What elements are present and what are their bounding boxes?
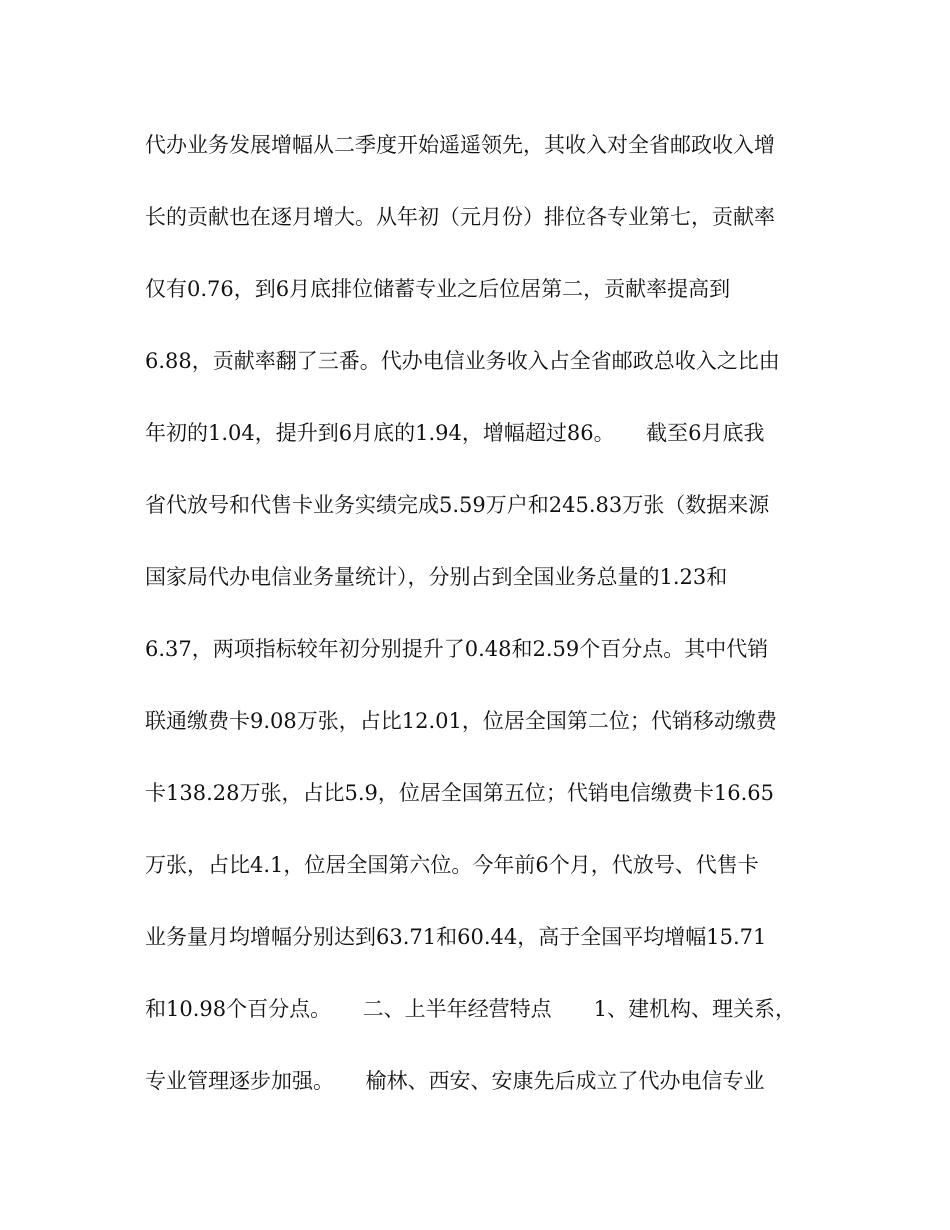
text-line: 6.37，两项指标较年初分别提升了0.48和2.59个百分点。其中代销 bbox=[145, 637, 769, 661]
text-line: 联通缴费卡9.08万张，占比12.01，位居全国第二位；代销移动缴费 bbox=[145, 709, 777, 733]
text-line: 年初的1.04，提升到6月底的1.94，增幅超过86。 截至6月底我 bbox=[145, 421, 765, 445]
text-line: 万张，占比4.1，位居全国第六位。今年前6个月，代放号、代售卡 bbox=[145, 853, 759, 877]
document-body bbox=[145, 125, 835, 1133]
text-line: 仅有0.76，到6月底排位储蓄专业之后位居第二，贡献率提高到 bbox=[145, 277, 731, 301]
text-line: 业务量月均增幅分别达到63.71和60.44，高于全国平均增幅15.71 bbox=[145, 925, 767, 949]
text-line: 代办业务发展增幅从二季度开始遥遥领先，其收入对全省邮政收入增 bbox=[145, 133, 775, 157]
text-line: 6.88，贡献率翻了三番。代办电信业务收入占全省邮政总收入之比由 bbox=[145, 349, 780, 373]
text-line: 专业管理逐步加强。 榆林、西安、安康先后成立了代办电信专业 bbox=[145, 1069, 765, 1093]
text-line: 卡138.28万张，占比5.9，位居全国第五位；代销电信缴费卡16.65 bbox=[145, 781, 774, 805]
text-line: 长的贡献也在逐月增大。从年初（元月份）排位各专业第七，贡献率 bbox=[145, 205, 775, 229]
text-line: 省代放号和代售卡业务实绩完成5.59万户和245.83万张（数据来源 bbox=[145, 493, 770, 517]
text-line: 和10.98个百分点。 二、上半年经营特点 1、建机构、理关系， bbox=[145, 997, 796, 1021]
text-line: 国家局代办电信业务量统计），分别占到全国业务总量的1.23和 bbox=[145, 565, 728, 589]
